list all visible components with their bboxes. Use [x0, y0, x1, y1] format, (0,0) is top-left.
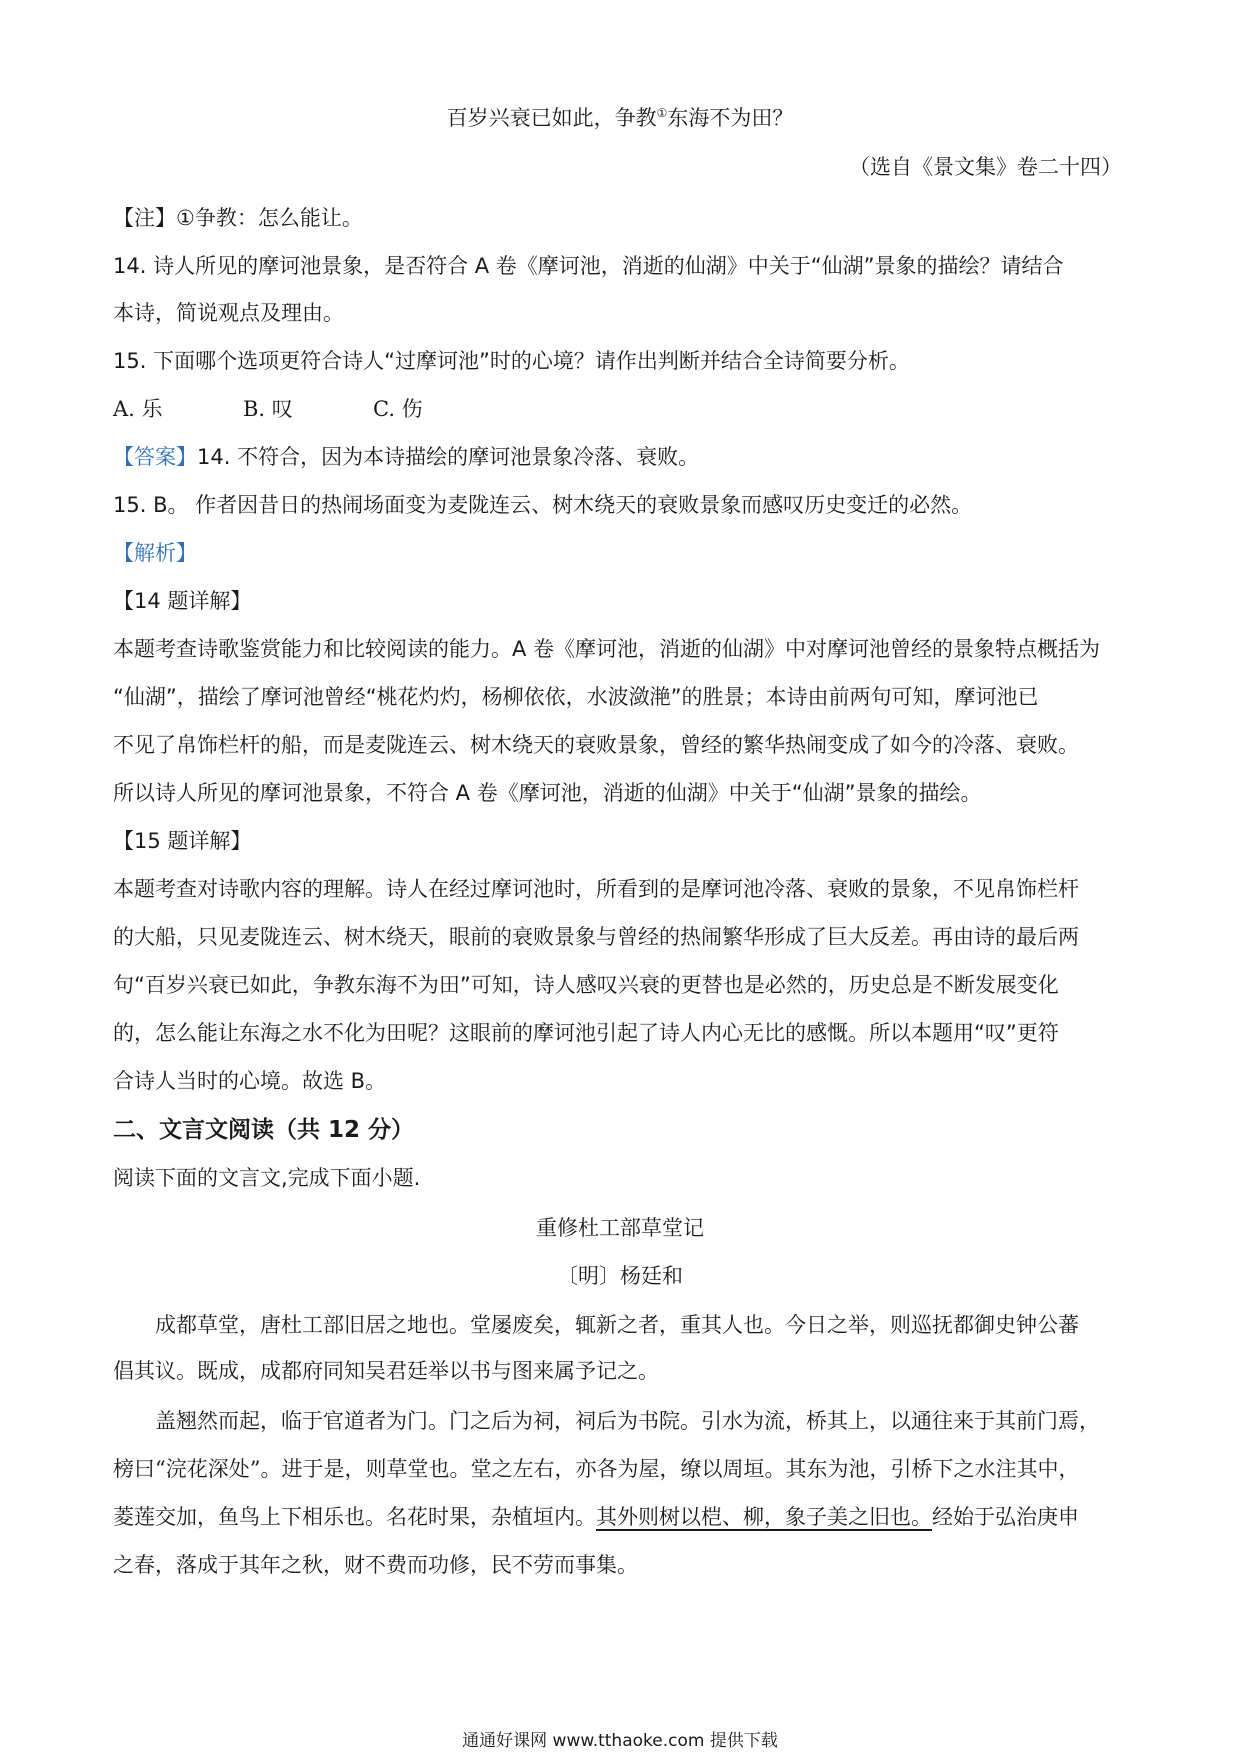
essay-title: 重修杜工部草堂记 — [536, 1216, 704, 1240]
footer: 通通好课网 www.tthaoke.com 提供下载 — [462, 1731, 778, 1751]
question-15: 15. 下面哪个选项更符合诗人“过摩诃池”时的心境？请作出判断并结合全诗简要分析。 — [113, 349, 910, 373]
essay-paragraph-2-line: 盖翘然而起，临于官道者为门。门之后为祠，祠后为书院。引水为流，桥其上，以通往来于其前门焉， — [155, 1409, 1100, 1433]
footnote-marker: ① — [656, 106, 668, 120]
question-14-line-1: 14. 诗人所见的摩诃池景象，是否符合 A 卷《摩诃池，消逝的仙湖》中关于“仙湖”景象的描绘？请结合 — [113, 254, 1064, 278]
underlined-sentence: 其外则树以桤、柳，象子美之旧也。 — [596, 1505, 932, 1529]
options-row — [113, 394, 503, 424]
detail-14-line: 所以诗人所见的摩诃池景象，不符合 A 卷《摩诃池，消逝的仙湖》中关于“仙湖”景象的描绘。 — [113, 781, 982, 805]
option-b: B. 叹 — [243, 397, 293, 421]
detail-15-line: 句“百岁兴衰已如此，争教东海不为田”可知，诗人感叹兴衰的更替也是必然的，历史总是不断发展变化 — [113, 973, 1059, 997]
question-14-line-2: 本诗，简说观点及理由。 — [113, 301, 344, 325]
section-2-intro: 阅读下面的文言文,完成下面小题. — [113, 1166, 421, 1190]
essay-paragraph-2-line: 菱莲交加，鱼鸟上下相乐也。名花时果，杂植垣内。其外则树以桤、柳，象子美之旧也。经始于弘治庚申 — [113, 1505, 1079, 1529]
section-2-heading: 二、文言文阅读（共 12 分） — [113, 1117, 415, 1143]
answer-tag: 【答案】 — [113, 445, 197, 469]
detail-15-line: 的大船，只见麦陇连云、树木绕天，眼前的衰败景象与曾经的热闹繁华形成了巨大反差。再由诗的最后两 — [113, 925, 1079, 949]
essay-paragraph-1-line: 成都草堂，唐杜工部旧居之地也。堂屡废矣，辄新之者，重其人也。今日之举，则巡抚都御史钟公蕃 — [155, 1313, 1079, 1337]
detail-14-line: “仙湖”，描绘了摩诃池曾经“桃花灼灼，杨柳依依，水波潋滟”的胜景；本诗由前两句可知，摩诃池已 — [113, 685, 1039, 709]
detail-15-line: 本题考查对诗歌内容的理解。诗人在经过摩诃池时，所看到的是摩诃池冷落、衰败的景象，不见帛饰栏杆 — [113, 877, 1079, 901]
detail-14-line: 本题考查诗歌鉴赏能力和比较阅读的能力。A 卷《摩诃池，消逝的仙湖》中对摩诃池曾经的景象特点概括为 — [113, 637, 1101, 661]
essay-paragraph-2-line: 榜曰“浣花深处”。进于是，则草堂也。堂之左右，亦各为屋，缭以周垣。其东为池，引桥下之水注其中， — [113, 1457, 1080, 1481]
detail-15-title: 【15 题详解】 — [113, 829, 252, 853]
essay-paragraph-1-line: 倡其议。既成，成都府同知吴君廷举以书与图来属予记之。 — [113, 1359, 659, 1383]
poem-last-line: 百岁兴衰已如此，争教①东海不为田？ — [446, 106, 794, 130]
analysis-tag: 【解析】 — [113, 541, 197, 565]
detail-15-line: 合诗人当时的心境。故选 B。 — [113, 1069, 387, 1093]
detail-14-line: 不见了帛饰栏杆的船，而是麦陇连云、树木绕天的衰败景象，曾经的繁华热闹变成了如今的冷落、衰败。 — [113, 733, 1079, 757]
detail-14-title: 【14 题详解】 — [113, 589, 252, 613]
footnote: 【注】①争教：怎么能让。 — [113, 206, 363, 230]
essay-paragraph-2-line: 之春，落成于其年之秋，财不费而功修，民不劳而事集。 — [113, 1553, 638, 1577]
answer-15: 15. B。 作者因昔日的热闹场面变为麦陇连云、树木绕天的衰败景象而感叹历史变迁的必然。 — [113, 493, 973, 517]
answer-14: 【答案】14. 不符合，因为本诗描绘的摩诃池景象冷落、衰败。 — [113, 445, 700, 469]
option-c: C. 伤 — [373, 397, 423, 421]
poem-source: （选自《景文集》卷二十四） — [849, 155, 1122, 179]
detail-15-line: 的，怎么能让东海之水不化为田呢？这眼前的摩诃池引起了诗人内心无比的感慨。所以本题用“叹”更符 — [113, 1021, 1059, 1045]
option-a: A. 乐 — [113, 397, 163, 421]
essay-author: 〔明〕杨廷和 — [557, 1264, 683, 1288]
